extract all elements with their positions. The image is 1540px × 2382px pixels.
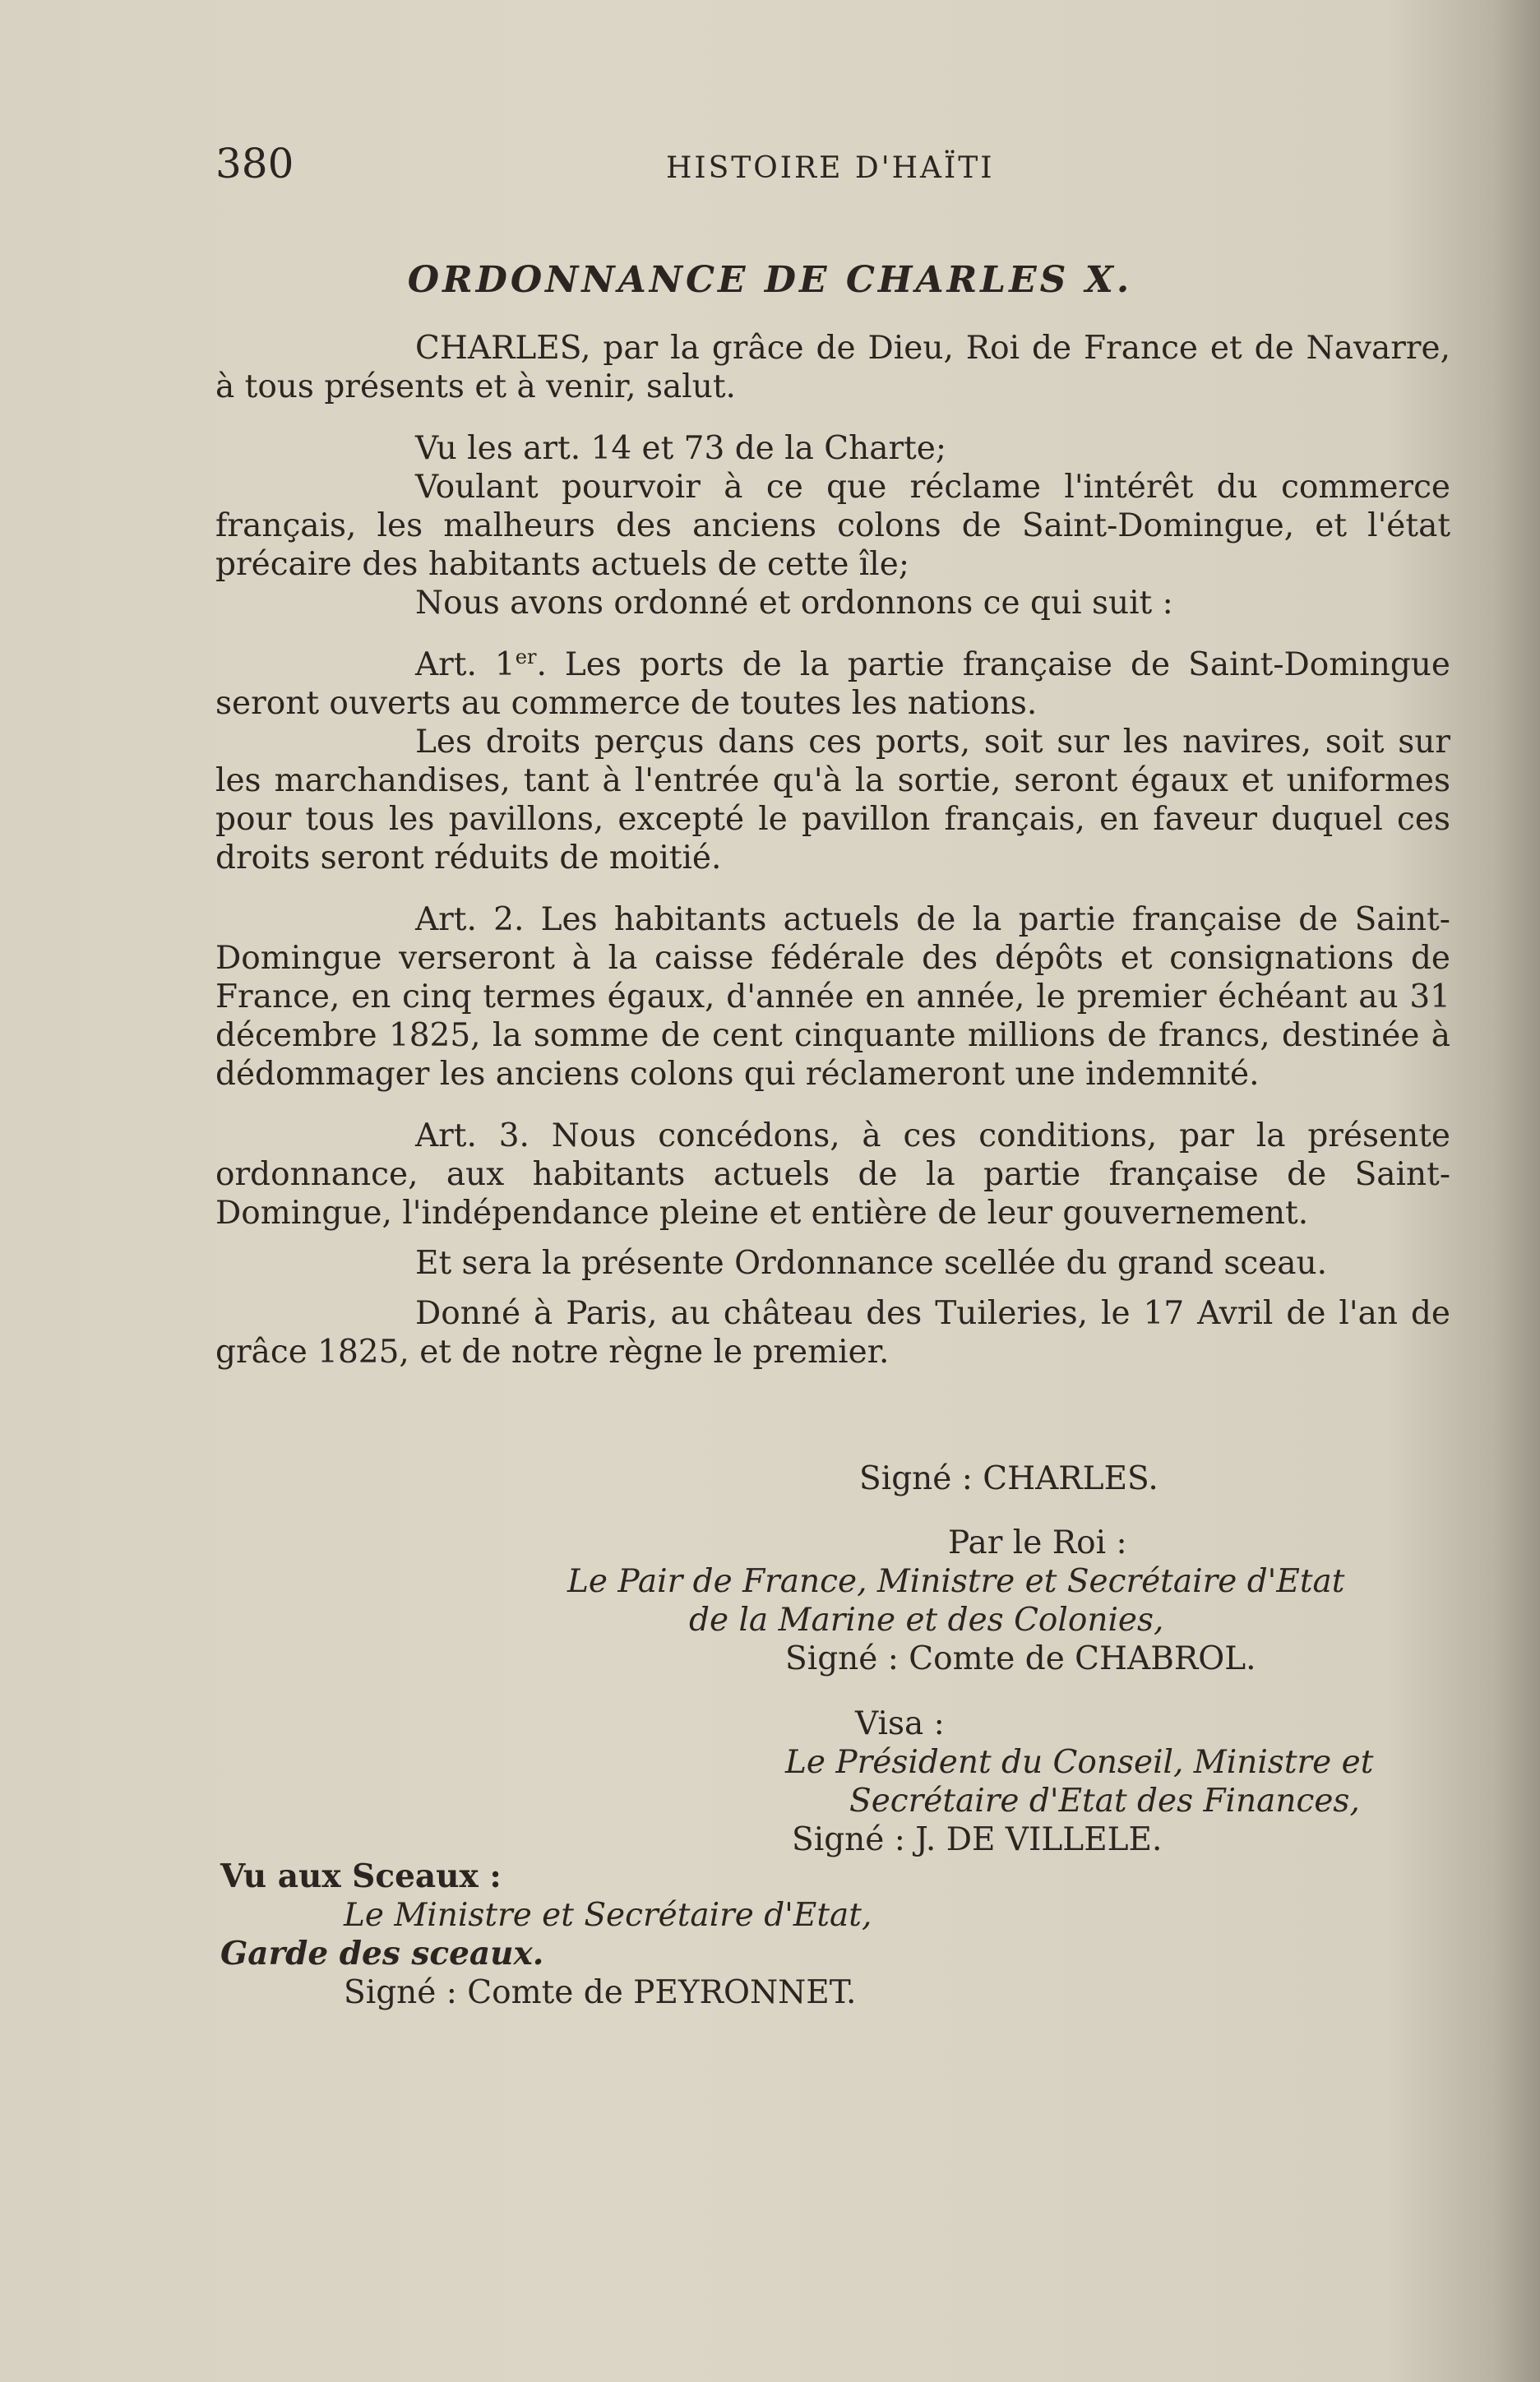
peyronnet-title-line-2: Garde des sceaux. [220, 1935, 544, 1973]
chabrol-title-line-1: Le Pair de France, Ministre et Secrétaire d'Etat [567, 1563, 1345, 1600]
visa-label: Visa : [855, 1705, 945, 1742]
vu-aux-sceaux-label: Vu aux Sceaux : [220, 1857, 502, 1895]
peyronnet-title-line-1: Le Ministre et Secrétaire d'Etat, [344, 1897, 872, 1934]
preamble-paragraph: CHARLES, par la grâce de Dieu, Roi de France et de Navarre, à tous présents et à venir, salut. [215, 330, 1450, 405]
page-header [215, 140, 1449, 189]
ordinance-body [215, 329, 1450, 1371]
par-le-roi-label: Par le Roi : [948, 1524, 1127, 1561]
enacting-paragraph: Nous avons ordonné et ordonnons ce qui suit : [415, 585, 1173, 622]
article-2-paragraph: Art. 2. Les habitants actuels de la partie française de Saint-Domingue verseront à la caisse fédérale des dépôts et consignations de France, en cinq termes égaux, d'année en année, le premier échéant au 31 décembre 1825, la somme de cent cinquante millions de francs, destinée à dédommager les anciens colons qui réclameront une indemnité. [215, 901, 1450, 1093]
article-3-paragraph: Art. 3. Nous concédons, à ces conditions, par la présente ordonnance, aux habitants actuels de la partie française de Saint-Domingue, l'indépendance pleine et entière de leur gouvernement. [215, 1117, 1450, 1232]
article-1-superscript: er [515, 645, 537, 668]
date-paragraph: Donné à Paris, au château des Tuileries, le 17 Avril de l'an de grâce 1825, et de notre règne le premier. [215, 1295, 1450, 1371]
motivation-paragraph: Voulant pourvoir à ce que réclame l'intérêt du commerce français, les malheurs des anciens colons de Saint-Domingue, et l'état précaire des habitants actuels de cette île; [215, 469, 1450, 583]
duties-paragraph: Les droits perçus dans ces ports, soit sur les navires, soit sur les marchandises, tant à l'entrée qu'à la sortie, seront égaux et uniformes pour tous les pavillons, excepté le pavillon français, en faveur duquel ces droits seront réduits de moitié. [215, 724, 1450, 876]
villele-title-line-1: Le Président du Conseil, Ministre et [785, 1744, 1374, 1781]
chabrol-title-line-2: de la Marine et des Colonies, [689, 1602, 1164, 1639]
legal-basis-paragraph: Vu les art. 14 et 73 de la Charte; [415, 430, 947, 467]
ordinance-title: ORDONNANCE DE CHARLES X. [407, 259, 1133, 301]
article-1-text: . Les ports de la partie française de Saint-Domingue seront ouverts au commerce de toutes les nations. [215, 646, 1451, 722]
chabrol-signature: Signé : Comte de CHABROL. [785, 1640, 1256, 1677]
peyronnet-signature: Signé : Comte de PEYRONNET. [344, 1974, 857, 2011]
page-number: 380 [215, 140, 294, 187]
villele-title-line-2: Secrétaire d'Etat des Finances, [849, 1783, 1360, 1820]
article-1-paragraph [215, 645, 1450, 723]
article-1-label: Art. 1 [415, 646, 516, 683]
king-signature: Signé : CHARLES. [859, 1460, 1158, 1497]
villele-signature: Signé : J. DE VILLELE. [792, 1821, 1163, 1858]
running-head: HISTOIRE D'HAÏTI [666, 151, 995, 185]
seal-paragraph: Et sera la présente Ordonnance scellée du grand sceau. [415, 1245, 1328, 1282]
